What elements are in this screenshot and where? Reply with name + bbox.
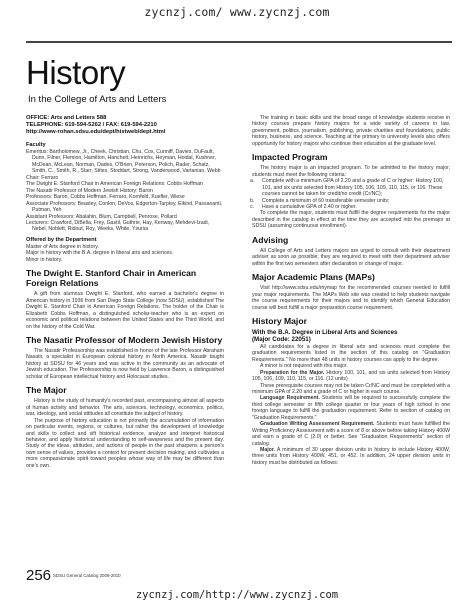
language-paragraph: Language Requirement. Students will be required to successfully complete the third college semester or fifth college quarter or four years of high school in one foreign language to fulfill the graduation requirement. Refer to section of catalog on "Graduation Requirements." (252, 395, 450, 421)
page-number: 256 (26, 567, 52, 584)
catalog-name: SDSU General Catalog 2009-2010 (53, 573, 121, 578)
offered-item: Major in history with the B.A. degree in liberal arts and sciences. (26, 250, 174, 257)
right-column (252, 115, 450, 466)
nasatir-heading: The Nasatir Professor of Modern Jewish History (26, 334, 223, 345)
stanford-heading: The Dwight E. Stanford Chair in American Foreign Relations (26, 268, 197, 289)
impacted-intro: The history major is an impacted program. To be admitted to the history major, students must meet the following criteria: (252, 165, 450, 178)
watermark-bottom: zycnzj.com/http://www.zycnzj.com (135, 589, 339, 601)
criteria-item: a. Complete with a minimum GPA of 2.20 and a grade of C or higher: History 100, 101, and six units selected from History 105, 106, 109, 110, 115, or 116. These courses cannot be taken for credit/no credit (Cr/NC); (250, 178, 444, 198)
history-major-heading: History Major (252, 315, 307, 326)
careers-text: The training in basic skills and the broad range of knowledge students receive in history courses prepare history majors for a wide variety of careers in law, government, politics, journalism, publishing, private charities and foundations, public history, business, and science. Teaching at the primary to university levels also offers opportunity for history majors who continue their education at the graduate level. (252, 115, 450, 147)
major-heading: The Major (26, 385, 67, 396)
faculty-nasatir: The Nasatir Professor of Modern Jewish History: Baron (26, 187, 153, 194)
history-major-code: (Major Code: 22051) (252, 336, 311, 344)
faculty-professors: Professors: Baron, Cobbs Hoffman, Ferraro, Kornfeld, Kuefler, Wiese (26, 194, 185, 201)
nasatir-text: The Nasatir Professorship was established in honor of the late Professor Abraham Nasatir, a specialist in European colonial history in North America. Nasatir taught history at SDSU for 46 years and was active in the community as an advocate of Jewish education. The Professorship is now held by Lawrence Baron, a distinguished scholar of European intellectual history and Holocaust studies. (26, 347, 224, 380)
history-major-degree: With the B.A. Degree in Liberal Arts and Sciences (252, 328, 398, 336)
major-paragraph: History is the study of humanity's recorded past, encompassing almost all aspects of human activity and behavior. The arts, sciences, technology, economics, politics, war, ideology, and social attitudes all constitute the subject of history. (26, 398, 224, 418)
faculty-stanford-chair: The Dwight E. Stanford Chair in American Foreign Relations: Cobbs Hoffman (26, 181, 203, 188)
offered-item: Minor in history. (26, 256, 63, 263)
history-major-paragraph: All candidates for a degree in liberal arts and sciences must complete the graduation requirements listed in the section of this catalog on "Graduation Requirements." No more than 48 units in history courses can apply to the degree. (252, 343, 450, 363)
faculty-emeritus: Emeritus: Bartholomew, Jr., Cheek, Christian, Chu, Cox, Cunniff, Davies, DuFault, Dunn, Filner, Flemion, Hamilton, Hanchett, Heinrichs, Heyman, Hoidal, Kushner, McDean, McLean, Norman, Oades, O'Brien, Peterson, Polich, Rader, Schatz, Smith, C., Smith, R., Starr, Stites, Stoddart, Strong, Vanderwood, Vartanian, Webb (26, 149, 221, 175)
faculty-assistant: Assistant Professors: Abalahin, Blum, Campbell, Penrose, Pollard (26, 213, 177, 220)
office-address: OFFICE: Arts and Letters 588 (26, 115, 107, 121)
office-phone: TELEPHONE: 619-594-5262 / FAX: 619-594-2210 (26, 122, 157, 128)
major-units-paragraph: Major. A minimum of 30 upper division units in history to include History 400W, three units from History 400W, 451, or 452. In addition, 24 upper division units in history must be distributed as follows: (252, 447, 451, 466)
preparation-paragraph: Preparation for the Major. History 100, 101, and six units selected from History 105, 106, 109, 110, 115, or 116. (12 units) (252, 369, 450, 383)
criteria-item: c. Have a cumulative GPA of 2.40 or higher. (250, 203, 357, 210)
page-subtitle: In the College of Arts and Letters (28, 94, 167, 105)
faculty-heading: Faculty (26, 142, 46, 148)
preparation-note: These prerequisite courses may not be taken Cr/NC and must be completed with a minimum GPA of 2.20 and a grade of C or higher in each course. (252, 382, 451, 395)
maps-heading: Major Academic Plans (MAPs) (252, 272, 375, 283)
advising-heading: Advising (252, 234, 289, 245)
faculty-list (26, 149, 224, 233)
impacted-heading: Impacted Program (252, 152, 328, 163)
major-paragraph: The purpose of history education is not primarily the accumulation of information on particular events, regions, or cultures, but rather the development of knowledge and skills to collect and sift historical evidence, analyze and interpret historical behavior, and apply historical understanding to self-awareness and the present day. Study of the ideas, attitudes, and actions of people in the past sharpens a person's own sense of values, provides a context for present decision making, and cultivates a more compassionate spirit toward peoples whose way of life may be different than one's own. (26, 417, 224, 469)
stanford-text: A gift from alumnus Dwight E. Stanford, who earned a bachelor's degree in American history in 1936 from San Diego State College (now SDSU), established The Dwight E. Stanford Chair in American Foreign Relations. The holder of the Chair is Elizabeth Cobbs Hoffman, a distinguished scholar-teacher who is an expert on economic and political relations between the United States and the Third World, and on the history of the Cold War. (26, 291, 224, 330)
criteria-item: b. Complete a minimum of 60 transferable semester units; (250, 197, 390, 204)
faculty-chair: Chair: Ferraro (26, 174, 59, 181)
offered-list (26, 244, 224, 263)
department-url[interactable]: http://www-rohan.sdsu.edu/dept/histweb/dept.html (26, 129, 166, 135)
impacted-outro: To complete the major, students must fulfill the degree requirements for the major described in the catalog in effect at the time they are accepted into the premajor at SDSU (assuming continuous enrollment). (252, 210, 450, 230)
header-rule (26, 41, 452, 43)
maps-text: Visit http://www.sdsu.edu/mymap for the recommended courses needed to fulfill your major requirements. The MAPs Web site was created to help students navigate the course requirements for their majors and to identify which General Education course will best fulfill a major preparation course requirement. (252, 285, 450, 311)
watermark-top: zycnzj.com/ www.zycnzj.com (144, 5, 330, 19)
left-column (26, 115, 224, 469)
offered-heading: Offered by the Department (26, 236, 97, 243)
faculty-lecturers: Lecturers: Crawford, DiBella, Frey, Gastil, Guthrie, Hay, Kenway, Mehdevi-Izadi, Nebel, Noblett, Ridout, Roy, Weeks, White, Ysursa (26, 219, 210, 233)
advising-text: All College of Arts and Letters majors are urged to consult with their department adviser as soon as possible; they are required to meet with their department adviser within the first two semesters after declaration or change of major. (252, 247, 450, 267)
page-title: History (26, 54, 126, 91)
history-major-paragraph: A minor is not required with this major. (260, 363, 348, 370)
gwar-paragraph: Graduation Writing Assessment Requirement. Students must have fulfilled the Writing Proficiency Assessment with a score of 8 or above before taking History 400W and earn a grade of C (2.0) or better. See "Graduation Requirements" section of catalog. (252, 421, 451, 447)
impacted-criteria (252, 178, 450, 210)
faculty-associate: Associate Professors: Beasley, Conlon, DeVos, Edgerton-Tarpley, Elkind, Passananti, Putman, Yeh (26, 200, 223, 214)
offered-item: Master of Arts degree in history. (26, 243, 99, 250)
